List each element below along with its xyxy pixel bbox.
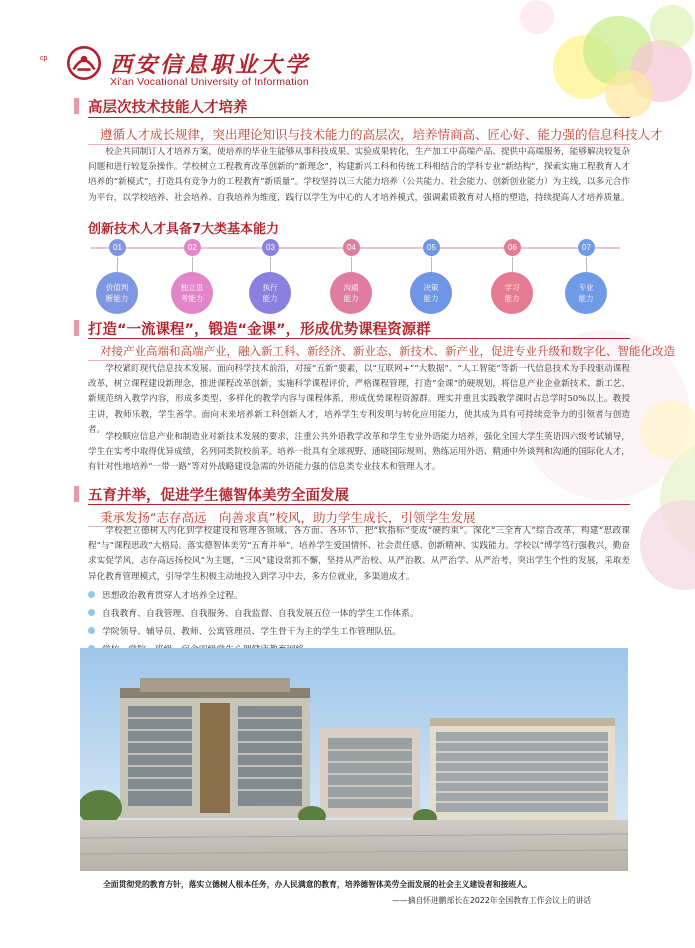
ability-label: 独立思 — [180, 283, 204, 292]
section-title-text: 五育并举，促进学生德智体美劳全面发展 — [88, 488, 349, 504]
campus-photo — [80, 648, 628, 871]
ability-label: 决策 — [423, 283, 439, 292]
ability-number: 07 — [578, 239, 595, 256]
bullet-dot-icon — [88, 627, 95, 634]
divider — [88, 360, 630, 361]
university-logo-icon — [66, 46, 102, 80]
ability-circle — [410, 272, 452, 314]
section-title-talent — [88, 96, 248, 117]
ability-circle — [491, 272, 533, 314]
section-body: 校企共同制订人才培养方案，使培养的毕业生能够从事科技成果、实验成果转化，生产加工中高端产品、提供中高端服务，能够解决较复杂问题和进行较复杂操作。学校树立工程教育改革创新的“新理念”，构建新兴工科和传统工科相结合的学科专业“新结构”，探索实施工程教育人才培养的“新模式”，打造具有竞争力的工程教育“新质量”。学校坚持以三大能力培养（公共能力、社会能力、创新创业能力）为主线，以多元合作为平台，以学校培养、社会培养、自我培养为维度，践行以学生为中心的人才培养模式，强调素质教育对人格的塑造，持续提高人才培养质量。 — [88, 147, 630, 203]
logo-mark-text: cp — [40, 55, 48, 62]
list-item-text: 学院领导、辅导员、教师、公寓管理员、学生骨干为主的学生工作管理队伍。 — [102, 627, 402, 637]
ability-connector — [192, 257, 193, 272]
section-subtitle: 遵循人才成长规律，突出理论知识与技术能力的高层次，培养情商高、匠心好、能力强的信息科技人才 — [100, 127, 663, 142]
ability-label: 考能力 — [180, 294, 204, 303]
ability-circle — [330, 272, 372, 314]
decorative-bubble — [640, 500, 695, 590]
divider — [88, 117, 630, 118]
footer-quote: 全面贯彻党的教育方针，落实立德树人根本任务，办人民满意的教育，培养德智体美劳全面发展的社会主义建设者和接班人。 — [103, 880, 532, 889]
section-body: 学校把立德树人内化到学校建设和管理各领域、各方面、各环节，把“软指标”变成“硬约束”。深化“三全育人”综合改革，构建“思政课程”与“课程思政”大格局。落实德智体美劳“五育并举”，培养学生爱国情怀、社会责任感、创新精神、实践能力。学校以“博学笃行强教兴，勤奋求实促学风，志存高远扬校风”为主题，“三风”建设常抓不懈，坚持从严治校、从严治教、从严治学、从严治考，突出学生个性的发展，采取差异化教育管理模式，引导学生积极主动地投入到学习中去，多方位就业，多渠道成才。 — [88, 526, 630, 582]
ability-label: 执行 — [262, 283, 278, 292]
abilities-title-text: 创新技术人才具备7大类基本能力 — [88, 222, 280, 237]
list-item-text: 思想政治教育贯穿人才培养全过程。 — [102, 591, 243, 601]
ability-label: 专业 — [578, 283, 594, 292]
ability-number: 02 — [184, 239, 201, 256]
divider — [88, 504, 630, 505]
ability-connector — [431, 257, 432, 272]
bullet-dot-icon — [88, 591, 95, 598]
section-title-five-education — [88, 484, 349, 505]
section-body: 学校顺应信息产业和制造业对新技术发展的要求，注重公共外语教学改革和学生专业外语能力培养，强化全国大学生英语四六级考试辅导，学生在实考中取得优异成绩，名列同类院校前茅。培养一批具有全球视野、通晓国际规则、熟练运用外语、精通中外谈判和沟通的国际化人才，有针对性地培养“一带一路”等对外战略建设急需的外语能力强的信息类专业技术和管理人才。 — [88, 432, 630, 473]
section-marker — [74, 320, 79, 336]
ability-number: 01 — [109, 239, 126, 256]
ability-label: 能力 — [423, 294, 439, 303]
ability-label: 沟通 — [343, 283, 359, 292]
ability-label: 能力 — [343, 294, 359, 303]
section-subtitle: 对接产业高端和高端产业，融入新工科、新经济、新业态、新技术、新产业，促进专业升级和数字化、智能化改造 — [100, 344, 675, 358]
ability-number: 05 — [423, 239, 440, 256]
ability-number: 04 — [343, 239, 360, 256]
section-title-text: 打造“一流课程”，锻造“金课”，形成优势课程资源群 — [88, 322, 431, 338]
ability-connector — [512, 257, 513, 272]
ability-circle — [96, 272, 138, 314]
section-title-text: 高层次技术技能人才培养 — [88, 100, 248, 116]
ability-connector — [117, 257, 118, 272]
ability-label: 价值判 — [105, 283, 129, 292]
list-item-text: 自我教育、自我管理、自我服务、自我监督、自我发展五位一体的学生工作体系。 — [102, 609, 419, 619]
ability-number: 06 — [504, 239, 521, 256]
university-name-cn: 西安信息职业大学 — [110, 52, 311, 78]
section-marker — [74, 98, 79, 114]
ability-label: 能力 — [578, 294, 594, 303]
ability-number: 03 — [262, 239, 279, 256]
bullet-dot-icon — [88, 609, 95, 616]
list-item — [88, 624, 419, 642]
ability-label: 能力 — [504, 294, 520, 303]
section-title-curriculum — [88, 318, 431, 339]
ability-connector — [270, 257, 271, 272]
ability-connector — [586, 257, 587, 272]
university-name-en: Xi'an Vocational University of Information — [110, 76, 309, 88]
decorative-bubble — [520, 0, 554, 34]
decorative-bubble — [605, 70, 653, 118]
ability-label: 能力 — [262, 294, 278, 303]
section-subtitle: 秉承发扬“志存高远 向善求真”校风，助力学生成长，引领学生发展 — [100, 510, 476, 525]
ability-label: 断能力 — [105, 294, 129, 303]
decorative-bubble — [650, 5, 694, 49]
footer-source: ——摘自怀进鹏部长在2022年全国教育工作会议上的讲话 — [392, 896, 592, 905]
ability-circle — [565, 272, 607, 314]
divider — [88, 338, 630, 339]
section-marker — [74, 486, 79, 502]
ability-connector — [351, 257, 352, 272]
section-body: 学校紧盯现代信息技术发展、面向科学技术前沿，对接“五新”要素，以“互联网+”“大数据”、“人工智能”等新一代信息技术为手段驱动课程改革，树立课程建设新理念，推进课程改革创新，实施科学课程评价，严格课程管理，打造“金课”的硬规划，将信息产业企业新技术、新工艺、新规范纳入教学内容，形成多类型、多样化的教学内容与课程体系，形成优势课程资源群。理实并重且实践教学课时占总学时50%以上。教授主讲，教师乐教，学生善学。面向未来培养新工科创新人才，培养学生专利发明与转化应用能力，使其成为具有可持续竞争力的引领者与创造者。 — [88, 364, 630, 435]
list-item — [88, 606, 419, 624]
decorative-bubble — [640, 400, 695, 460]
list-item — [88, 588, 419, 606]
ability-circle — [249, 272, 291, 314]
ability-circle — [171, 272, 213, 314]
abilities-title — [88, 218, 279, 237]
ability-label: 学习 — [504, 283, 520, 292]
